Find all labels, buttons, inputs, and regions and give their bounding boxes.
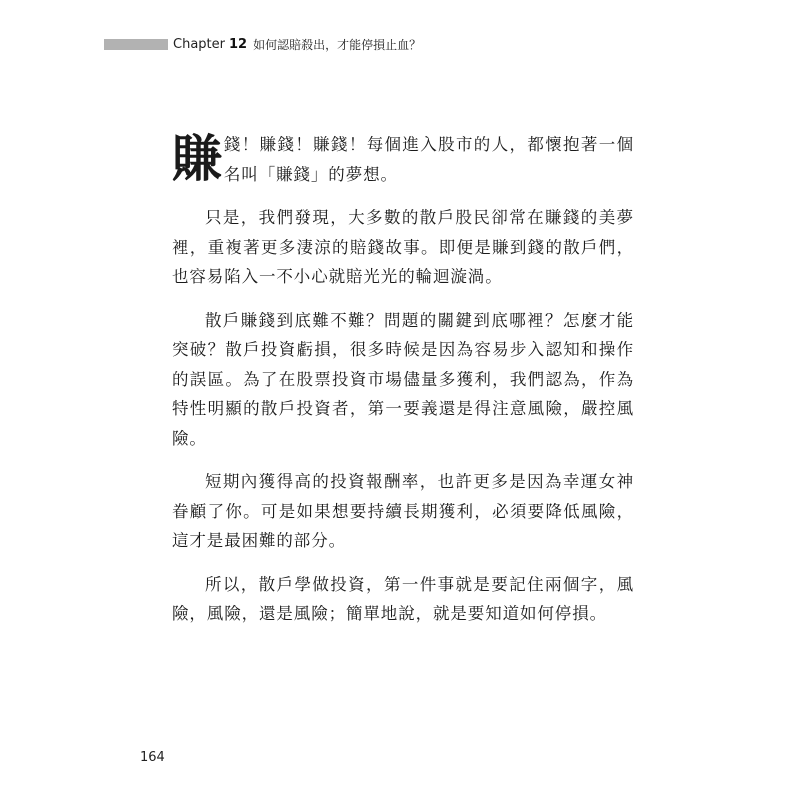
paragraph-3: 散戶賺錢到底難不難？問題的關鍵到底哪裡？怎麼才能突破？散戶投資虧損，很多時候是因為容易步入認知和操作的誤區。為了在股票投資市場儘量多獲利，我們認為，作為特性明顯的散戶投資者，第一要義還是得注意風險，嚴控風險。: [172, 310, 634, 448]
drop-cap: 賺: [172, 129, 223, 188]
header-gray-bar: [104, 39, 168, 50]
paragraph-1: [172, 130, 634, 189]
body-text: [172, 130, 634, 643]
paragraph-5: 所以，散戶學做投資，第一件事就是要記住兩個字，風險，風險，還是風險；簡單地說，就是要知道如何停損。: [172, 574, 634, 623]
chapter-title: 如何認賠殺出，才能停損止血？: [253, 37, 422, 52]
paragraph-4: 短期內獲得高的投資報酬率，也許更多是因為幸運女神眷顧了你。可是如果想要持續長期獲利，必須要降低風險，這才是最困難的部分。: [172, 472, 634, 550]
paragraph-2: 只是，我們發現，大多數的散戶股民卻常在賺錢的美夢裡，重複著更多淒涼的賠錢故事。即便是賺到錢的散戶們，也容易陷入一不小心就賠光光的輪迴漩渦。: [172, 208, 634, 286]
chapter-label: Chapter: [173, 36, 225, 52]
chapter-number: 12: [228, 36, 248, 52]
page-number: 164: [140, 750, 165, 765]
running-header: [104, 36, 421, 52]
paragraph-1-text: 錢！賺錢！賺錢！每個進入股市的人，都懷抱著一個名叫「賺錢」的夢想。: [223, 135, 634, 184]
